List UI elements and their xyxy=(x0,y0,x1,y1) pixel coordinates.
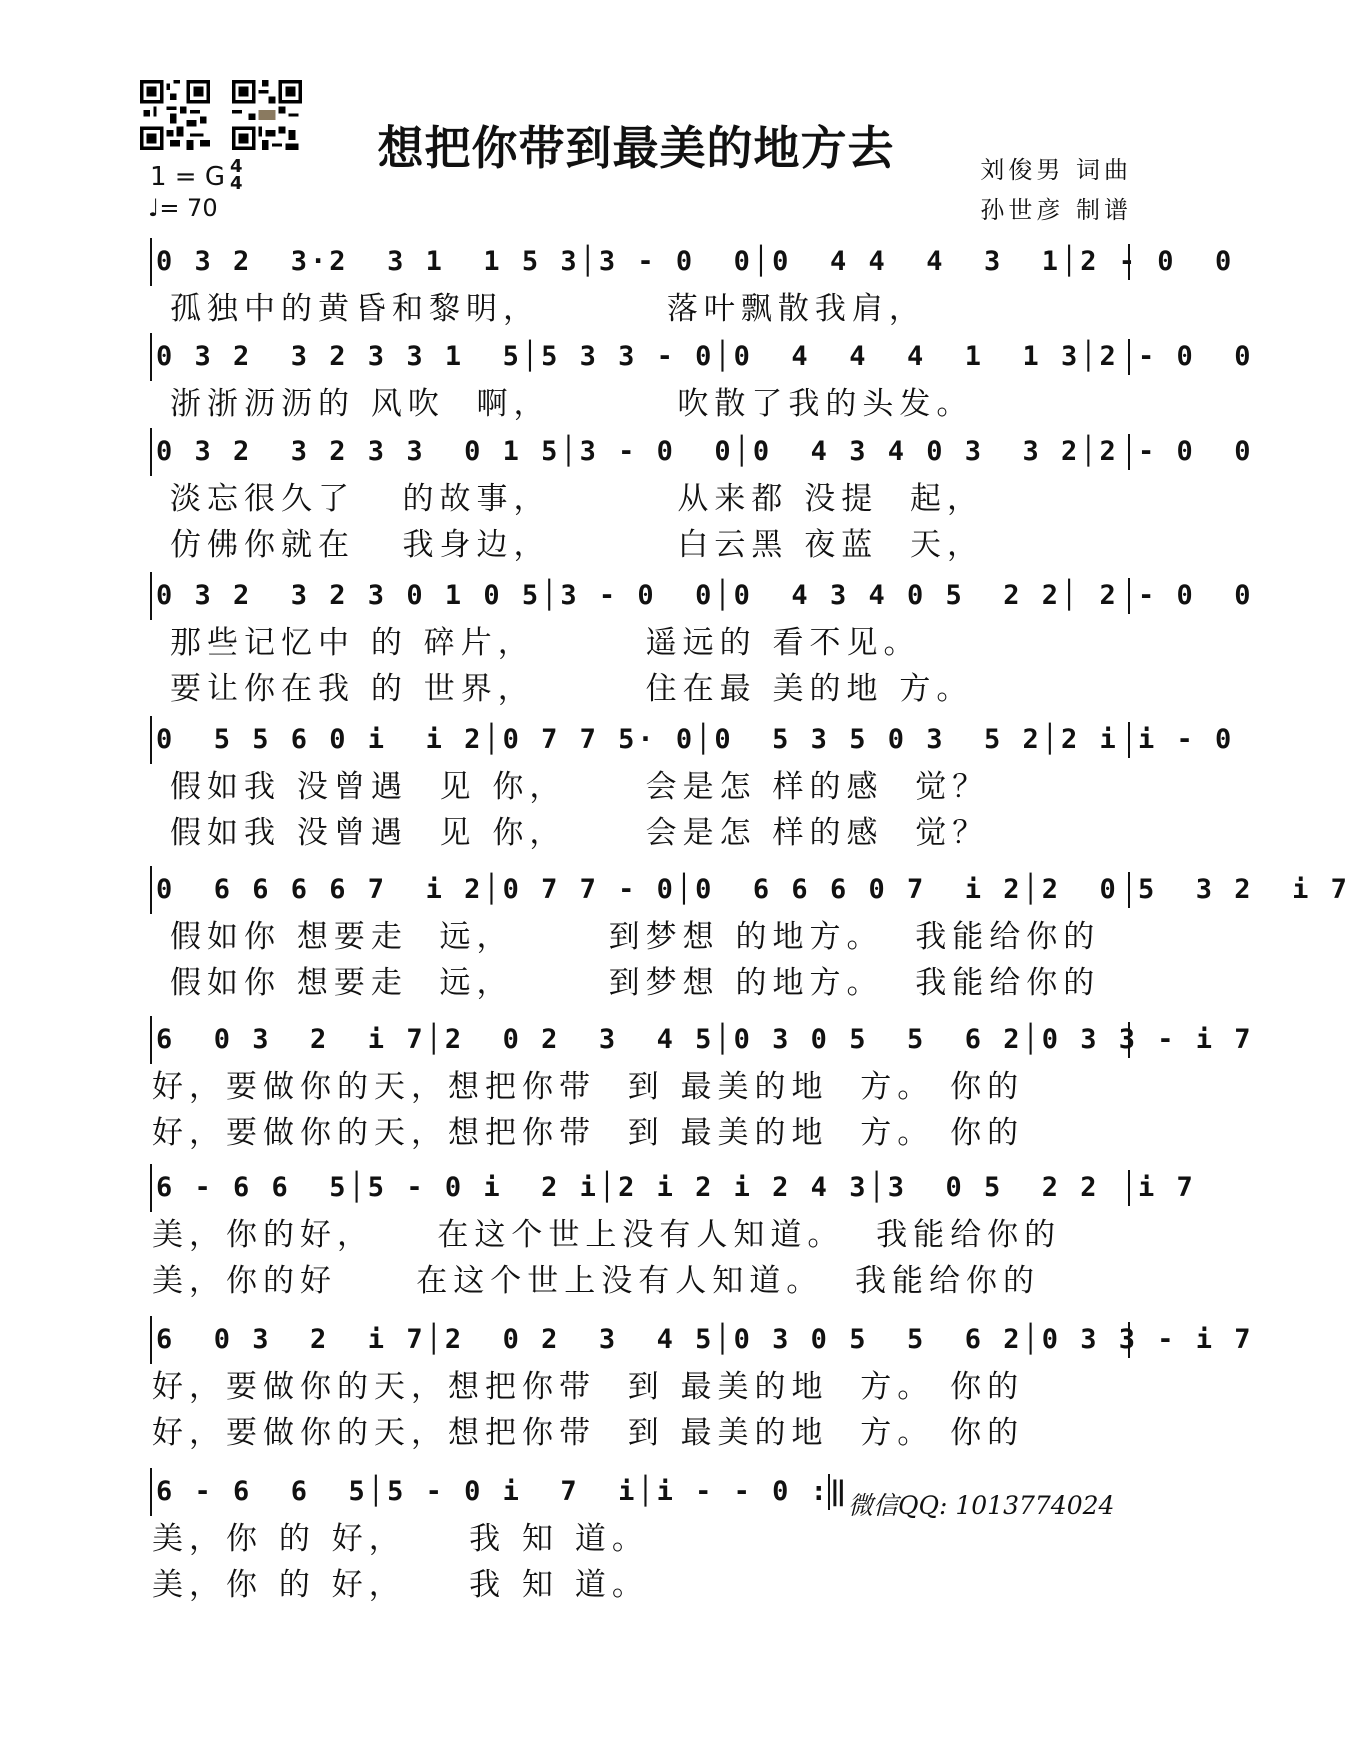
key-signature: 1 = G xyxy=(150,162,226,192)
time-signature-top: 4 xyxy=(230,156,243,177)
lyric-line: 好，要做你的天，想把你带 到 最美的地 方。 你的 xyxy=(152,1115,1025,1151)
lyric-line: 那些记忆中 的 碎片， 遥远的 看不见。 xyxy=(170,625,921,661)
notation-line: 0 6 6 6 6 7 i 2│0 7 7 - 0│0 6 6 6 0 7 i 2│2 0 5 3 2 i 7 xyxy=(150,866,1130,914)
lyric-line: 仿佛你就在 我身边， 白云黑 夜蓝 天， xyxy=(170,527,984,563)
credit-lyricist: 刘俊男 词曲 xyxy=(980,156,1132,184)
tempo-mark: ♩= 70 xyxy=(148,194,218,222)
notation-line: 0 3 2 3 2 3 0 1 0 5│3 - 0 0│0 4 3 4 0 5 2 2│ 2 - 0 0 xyxy=(150,572,1130,620)
lyric-line: 假如我 没曾遇 见 你， 会是怎 样的感 觉？ xyxy=(170,815,990,851)
lyric-line: 美，你的好， 在这个世上没有人知道。 我能给你的 xyxy=(152,1217,1062,1253)
lyric-line: 美，你的好 在这个世上没有人知道。 我能给你的 xyxy=(152,1263,1040,1299)
notation-line: 0 3 2 3 2 3 3 1 5│5 3 3 - 0│0 4 4 4 1 1 3│2 - 0 0 xyxy=(150,333,1130,381)
lyric-line: 好，要做你的天，想把你带 到 最美的地 方。 你的 xyxy=(152,1415,1025,1451)
lyric-line: 好，要做你的天，想把你带 到 最美的地 方。 你的 xyxy=(152,1069,1025,1105)
lyric-line: 假如你 想要走 远， 到梦想 的地方。 我能给你的 xyxy=(170,965,1101,1001)
notation-line: 6 0 3 2 i 7│2 0 2 3 4 5│0 3 0 5 5 6 2│0 3 3 - i 7 xyxy=(150,1016,1130,1064)
notation-line: 6 - 6 6 5│5 - 0 i 2 i│2 i 2 i 2 4 3│3 0 5 2 2 i 7 xyxy=(150,1164,1130,1212)
notation-line: 0 5 5 6 0 i i 2│0 7 7 5· 0│0 5 3 5 0 3 5 2│2 i i - 0 xyxy=(150,716,1130,764)
lyric-line: 要让你在我 的 世界， 住在最 美的地 方。 xyxy=(170,671,974,707)
score-system-8 xyxy=(150,1164,1196,1304)
lyric-line: 好，要做你的天，想把你带 到 最美的地 方。 你的 xyxy=(152,1369,1025,1405)
score-system-2 xyxy=(150,333,1254,427)
lyric-line: 孤独中的黄昏和黎明， 落叶飘散我肩， xyxy=(170,291,926,327)
lyric-line: 美，你 的 好， 我 知 道。 xyxy=(152,1567,649,1603)
score-system-4 xyxy=(150,572,1254,712)
score-system-3 xyxy=(150,428,1254,568)
lyric-line: 假如我 没曾遇 见 你， 会是怎 样的感 觉？ xyxy=(170,769,990,805)
time-signature xyxy=(230,158,243,192)
wechat-contact: 微信QQ: 1013774024 xyxy=(848,1491,1115,1520)
lyric-line: 美，你 的 好， 我 知 道。 xyxy=(152,1521,649,1557)
credit-arranger: 孙世彦 制谱 xyxy=(980,196,1132,224)
lyric-line: 淡忘很久了 的故事， 从来都 没提 起， xyxy=(170,481,984,517)
time-signature-bottom: 4 xyxy=(230,173,243,194)
score-system-1 xyxy=(150,238,1235,332)
notation-line: 6 0 3 2 i 7│2 0 2 3 4 5│0 3 0 5 5 6 2│0 3 3 - i 7 xyxy=(150,1316,1130,1364)
lyric-line: 假如你 想要走 远， 到梦想 的地方。 我能给你的 xyxy=(170,919,1101,955)
notation-line: 6 - 6 6 5│5 - 0 i 7 i│i - - 0 :‖ xyxy=(150,1468,830,1516)
score-system-6 xyxy=(150,866,1350,1006)
score-system-7 xyxy=(150,1016,1254,1156)
page-title: 想把你带到最美的地方去 xyxy=(377,121,895,175)
notation-line: 0 3 2 3 2 3 3 0 1 5│3 - 0 0│0 4 3 4 0 3 3 2│2 - 0 0 xyxy=(150,428,1130,476)
score-system-5 xyxy=(150,716,1235,856)
notation-line: 0 3 2 3·2 3 1 1 5 3│3 - 0 0│0 4 4 4 3 1│2 - 0 0 xyxy=(150,238,1130,286)
score-system-9 xyxy=(150,1316,1254,1456)
score-system-10 xyxy=(150,1468,850,1608)
lyric-line: 浙浙沥沥的 风吹 啊， 吹散了我的头发。 xyxy=(170,386,974,422)
